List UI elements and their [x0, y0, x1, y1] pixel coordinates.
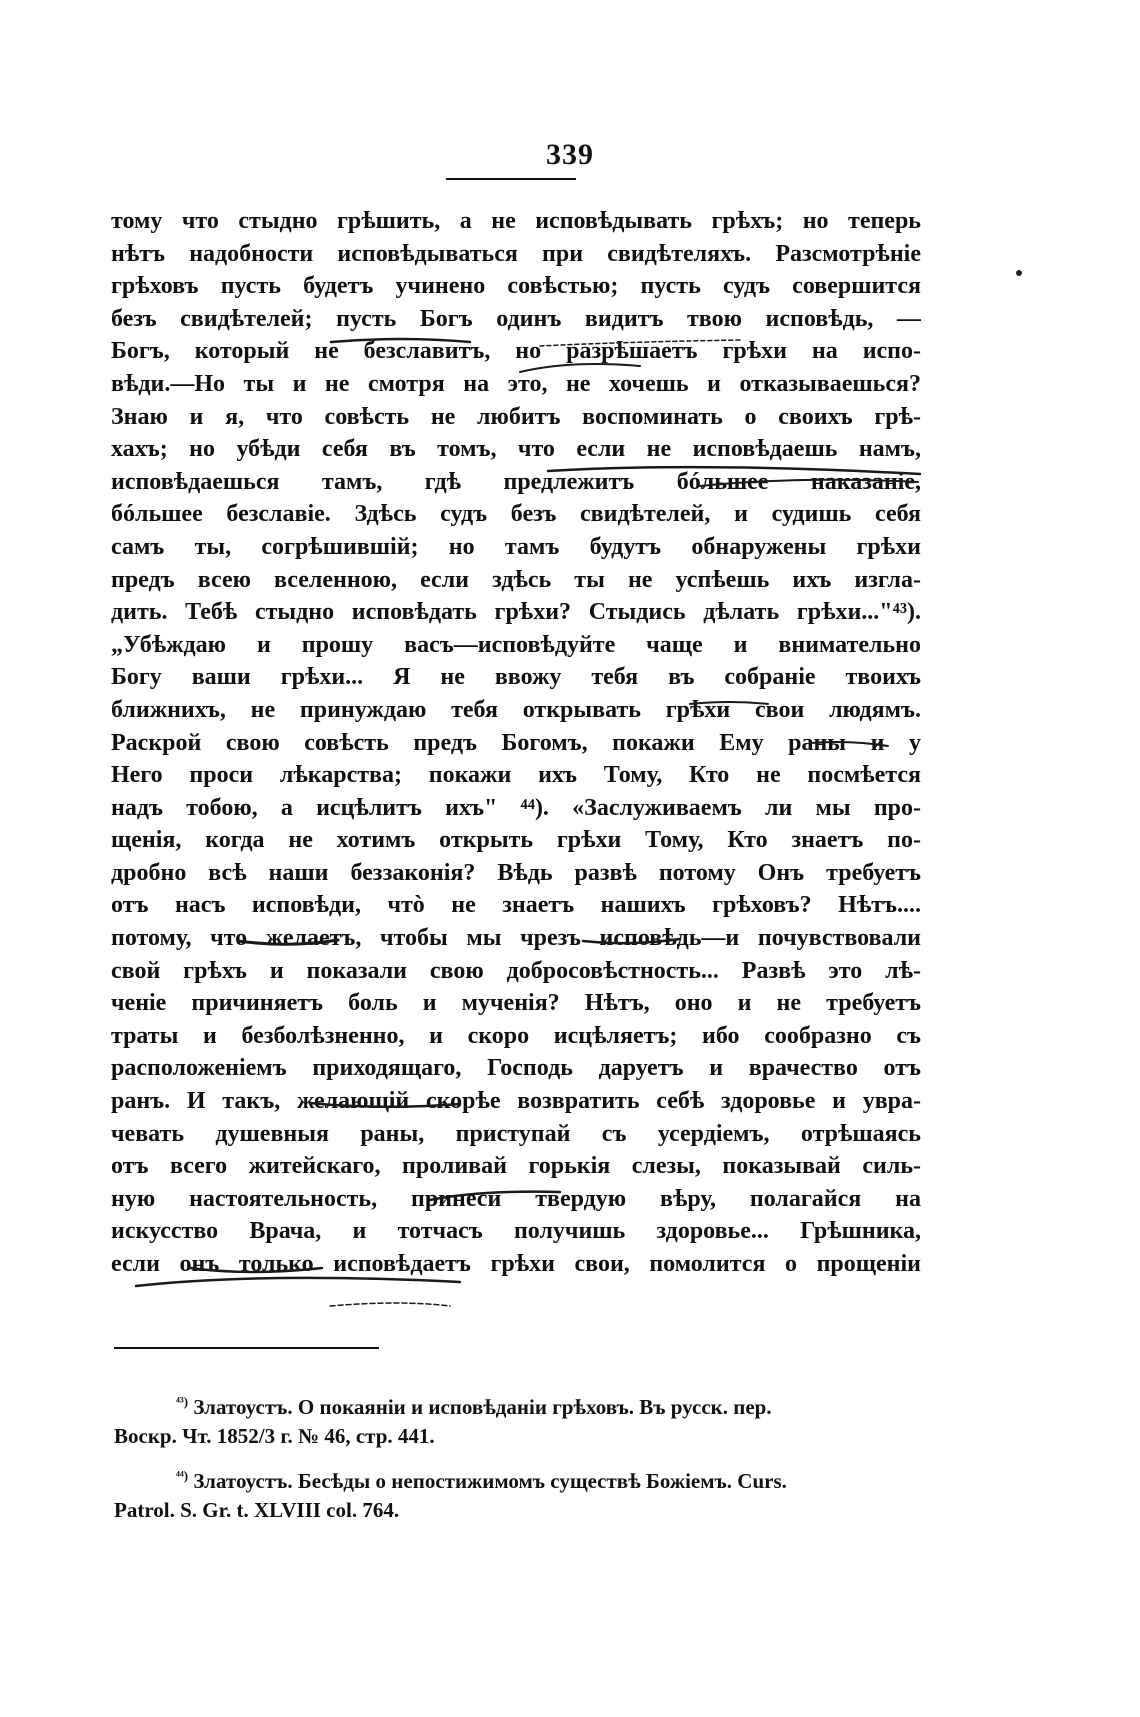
text-line: Раскрой свою совѣсть предъ Богомъ, покажи Ему раны и у: [111, 729, 921, 756]
body-text: [111, 205, 921, 1281]
footnote-text: Златоустъ. Бесѣды о непостижимомъ существѣ Божіемъ. Curs.: [193, 1469, 787, 1493]
text-line: ную настоятельность, принеси твердую вѣру, полагайся на: [111, 1185, 921, 1212]
footnote-marker: ⁴⁴): [176, 1468, 189, 1483]
footnotes: [114, 1385, 918, 1527]
text-line: дробно всѣ наши беззаконія? Вѣдь развѣ потому Онъ требуетъ: [111, 859, 921, 886]
text-line: Знаю и я, что совѣсть не любитъ воспоминать о своихъ грѣ-: [111, 403, 921, 430]
text-line: безъ свидѣтелей; пусть Богъ одинъ видитъ твою исповѣдь, —: [111, 305, 921, 332]
text-line: предъ всею вселенною, если здѣсь ты не успѣешь ихъ изгла-: [111, 566, 921, 593]
footnote-marker: ⁴³): [176, 1394, 189, 1409]
text-line: „Убѣждаю и прошу васъ—исповѣдуйте чаще и внимательно: [111, 631, 921, 658]
text-line: потому, что желаетъ, чтобы мы чрезъ исповѣдь—и почувствовали: [111, 925, 921, 952]
text-line: грѣховъ пусть будетъ учинено совѣстью; пусть судъ совершится: [111, 273, 921, 300]
text-line: щенія, когда не хотимъ открыть грѣхи Тому, Кто знаетъ по-: [111, 827, 921, 854]
text-line: ближнихъ, не принуждаю тебя открывать грѣхи свои людямъ.: [111, 696, 921, 723]
text-line: исповѣдаешься тамъ, гдѣ предлежитъ бóльшее наказаніе,: [111, 468, 921, 495]
text-line: Богъ, который не безславитъ, но разрѣшаетъ грѣхи на испо-: [111, 338, 921, 365]
footnote-text: Златоустъ. О покаяніи и исповѣданіи грѣховъ. Въ русск. пер.: [193, 1395, 772, 1419]
page-number: 339: [546, 138, 594, 171]
footnote-text: Patrol. S. Gr. t. XLVIII col. 764.: [114, 1498, 400, 1522]
page-number-rule: [446, 178, 576, 180]
text-line: Него проси лѣкарства; покажи ихъ Тому, Кто не посмѣется: [111, 762, 921, 789]
text-line: Богу ваши грѣхи... Я не ввожу тебя въ собраніе твоихъ: [111, 664, 921, 691]
footnote-rule: [114, 1347, 379, 1349]
text-line: чевать душевныя раны, приступай съ усердіемъ, отрѣшаясь: [111, 1120, 921, 1147]
text-line: отъ насъ исповѣди, чтò не знаетъ нашихъ грѣховъ? Нѣтъ....: [111, 892, 921, 919]
underline-mark: [330, 1303, 450, 1306]
text-line: расположеніемъ приходящаго, Господь даруетъ и врачество отъ: [111, 1055, 921, 1082]
stray-dot: [1016, 270, 1022, 276]
text-line: хахъ; но убѣди себя въ томъ, что если не исповѣдаешь намъ,: [111, 436, 921, 463]
footnote-text: Воскр. Чт. 1852/3 г. № 46, стр. 441.: [114, 1424, 435, 1448]
text-line: ранъ. И такъ, желающій скорѣе возвратить себѣ здоровье и увра-: [111, 1088, 921, 1115]
text-line: самъ ты, согрѣшившій; но тамъ будутъ обнаружены грѣхи: [111, 533, 921, 560]
text-line: траты и безболѣзненно, и скоро исцѣляетъ; ибо сообразно съ: [111, 1022, 921, 1049]
text-line: надъ тобою, а исцѣлитъ ихъ" ⁴⁴). «Заслуживаемъ ли мы про-: [111, 794, 921, 821]
text-line: тому что стыдно грѣшить, а не исповѣдывать грѣхъ; но теперь: [111, 208, 921, 234]
text-line: если онъ только исповѣдаетъ грѣхи свои, помолится о прощеніи: [111, 1251, 921, 1277]
text-line: искусство Врача, и тотчасъ получишь здоровье... Грѣшника,: [111, 1218, 921, 1245]
text-line: ченіе причиняетъ боль и мученія? Нѣтъ, оно и не требуетъ: [111, 990, 921, 1017]
text-line: отъ всего житейскаго, проливай горькія слезы, показывай силь-: [111, 1153, 921, 1180]
text-line: нѣтъ надобности исповѣдываться при свидѣтеляхъ. Разсмотрѣніе: [111, 240, 921, 267]
text-line: свой грѣхъ и показали свою добросовѣстность... Развѣ это лѣ-: [111, 957, 921, 984]
text-line: вѣди.—Но ты и не смотря на это, не хочешь и отказываешься?: [111, 370, 921, 397]
text-line: бóльшее безславіе. Здѣсь судъ безъ свидѣтелей, и судишь себя: [111, 501, 921, 528]
footnote-43: [114, 1385, 918, 1419]
text-line: дить. Тебѣ стыдно исповѣдать грѣхи? Стыдись дѣлать грѣхи..."⁴³).: [111, 599, 921, 626]
footnote-44: [114, 1459, 918, 1493]
